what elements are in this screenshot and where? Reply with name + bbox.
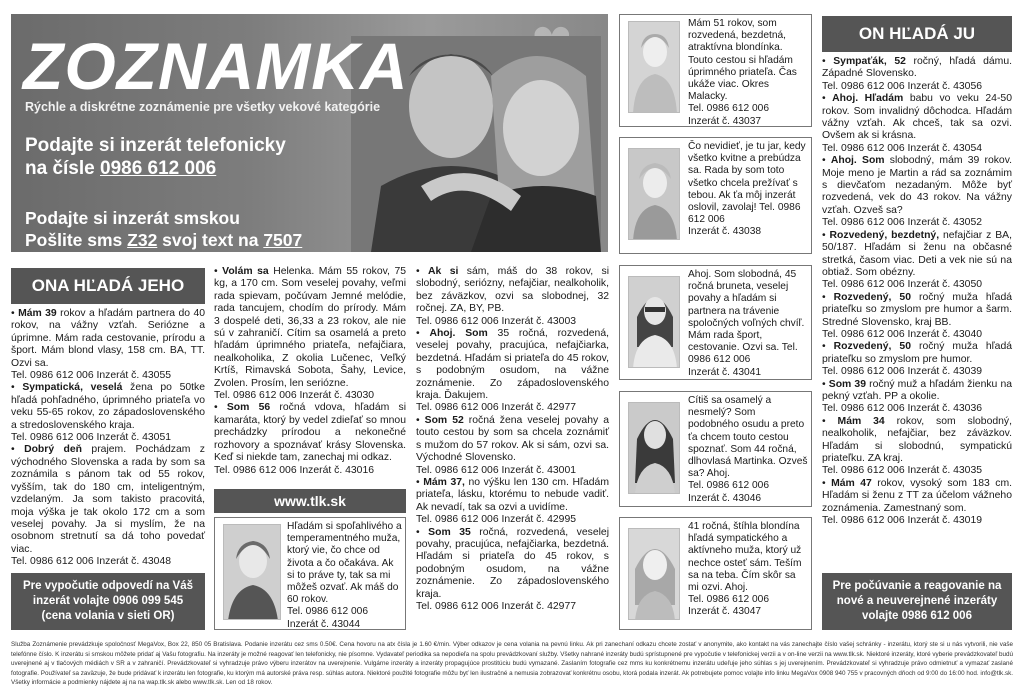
header-ona-hlada-jeho: ONA HĽADÁ JEHO — [11, 268, 205, 304]
ad-id: Inzerát č. 43041 — [688, 366, 762, 378]
ad-text: rokov, som slobodný, nealkoholik, nefajčiar, bez záväzkov. Hľadám si slobodnú, sympatickú priateľku. ZA kraj. — [822, 415, 1013, 464]
photo-ad-text — [688, 395, 808, 505]
ad-meta: Tel. 0986 612 006 Inzerát č. 43030 — [214, 390, 375, 402]
ad-lead: Ahoj. Hľadám — [832, 93, 904, 105]
ad-lead: Som 39 — [828, 378, 866, 390]
ad-text: Cítiš sa osamelý a nesmelý? Som podobného osudu a preto ťa chcem touto cestou spoznať. Som 44 ročná, dlhovlasá Martinka. Ozveš sa? Ahoj. — [688, 395, 808, 480]
ad-text: Čo nevidieť, je tu jar, kedy všetko kvitne a prebúdza sa. Rada by som toto všetko chcela prežívať s tebou. Ak ťa môj inzerát oslovil, zavolaj! Tel. 0986 612 006 — [688, 141, 806, 226]
ad-id: Inzerát č. 43038 — [688, 226, 762, 238]
ad-meta: Tel. 0986 612 006 Inzerát č. 43035 — [822, 465, 983, 477]
ad-item: • Rozvedený, bezdetný, nefajčiar z BA, 50/187. Hľadám si ženu na občasné stretká, časom viac. Deti a vek nie sú na obtiaž. Som obézny. — [822, 229, 1012, 278]
ad-text: 35 ročná, rozvedená, veselej povahy, pracujúca, nefajčiarka, bezdetná. Hľadám si priateľa do 45 rokov, s podobným osudom, na vážne zoznámenie. Zo západoslovenského kraja. Ďakujem. — [416, 328, 610, 402]
ad-text: ročná žena veselej povahy a touto cestou by som sa chcela zoznámiť s mužom do 57 rokov. Ak si sám, ozvi sa. Východné Slovensko. — [416, 414, 609, 464]
phone-line-2 — [25, 158, 216, 180]
ad-text: Ahoj. Som slobodná, 45 ročná bruneta, veselej povahy a hľadám si partnera na trávenie spoločných voľných chvíľ. Mám rada šport, cestovanie. Ozvi sa. Tel. 0986 612 006 — [688, 269, 805, 366]
ad-text: slobodný, mám 39 rokov. Moje meno je Martin a rád sa zoznámim s dievčaťom nezadaným. Môže byť rozvedená, vek do 43 rokov. Na vážny vzťah. Ozveš sa? — [822, 155, 1013, 216]
ad-meta: Tel. 0986 612 006 Inzerát č. 43051 — [11, 432, 172, 444]
ad-item: • Som 39 ročný muž a hľadám žienku na pekný vzťah. PP a okolie. — [822, 378, 1013, 402]
callout-line: inzerát volajte 0906 099 545 — [32, 595, 184, 607]
ad-lead: Som 35 — [428, 526, 471, 538]
sms-number: 7507 — [263, 230, 303, 250]
ad-lead: Rozvedený, bezdetný, — [829, 229, 940, 241]
sms-prefix: Pošlite sms — [25, 230, 128, 250]
ad-meta: Tel. 0986 612 006 Inzerát č. 43048 — [11, 556, 172, 568]
ad-item: • Mám 37, no výšku len 130 cm. Hľadám priateľa, lásku, ktorému to nebude vadiť. Ak nevadí, tak sa ozvi a uvidíme. — [416, 476, 609, 513]
ad-meta: Tel. 0986 612 006 Inzerát č. 43036 — [822, 403, 983, 415]
photo-ad — [619, 517, 812, 630]
ad-id: Inzerát č. 43044 — [287, 618, 361, 630]
ad-text: Mám 51 rokov, som rozvedená, bezdetná, atraktívna blondínka. Touto cestou si hľadám úprimného priateľa. Čas ukáže viac. Okres Malacky. — [688, 18, 797, 103]
photo-ad-text — [688, 521, 808, 619]
ad-lead: Som 52 — [424, 414, 464, 426]
callout-line: volajte 0986 612 006 — [862, 610, 972, 622]
ad-text: sám, máš do 38 rokov, si slobodný, seriózny, nefajčiar, nealkoholik, bez záväzkov, ozvi sa slobodnej, 32 ročnej. ZA, BY, PB. — [416, 266, 609, 315]
ad-item: • Mám 39 rokov a hľadám partnera do 40 rokov, na vážny vzťah. Seriózne a úprimne. Mám rada cestovanie, prírodu a šport. Mám blond vlasy, 158 cm. BA, TT. Ozvi sa. — [11, 308, 206, 369]
ad-meta: Tel. 0986 612 006 Inzerát č. 43001 — [416, 464, 577, 476]
person-photo — [628, 528, 680, 620]
ad-text: rokov, vysoký som 183 cm. Hľadám si ženu z TT za účelom vážneho zoznámenia. Zamestnaný som. — [822, 477, 1012, 514]
ad-lead: Mám 34 — [837, 415, 885, 427]
sms-mid: svoj text na — [157, 230, 264, 250]
ad-lead: Som 56 — [226, 402, 271, 414]
banner — [11, 14, 608, 252]
ad-tel: Tel. 0986 612 006 — [688, 480, 770, 492]
photo-ad — [619, 391, 812, 507]
column-ona-1 — [11, 308, 205, 569]
ad-meta: Tel. 0986 612 006 Inzerát č. 43052 — [822, 217, 983, 229]
ad-text: žena po 50tke hľadá pohľadného, úprimného priateľa vo veku 55-65 rokov, zo západoslovenského a stredoslovenského kraja. — [11, 382, 205, 431]
sms-line-2 — [25, 230, 302, 251]
ad-text: ročný muža hľadá priateľku so zmyslom pre humor. — [822, 341, 1012, 365]
person-photo — [628, 21, 680, 113]
ad-text: Helenka. Mám 55 rokov, 75 kg, a 170 cm. Som veselej povahy, veľmi rada spievam, počúvam Jemné melódie, rada tancujem, chodím do prírody. Mám 3 dospelé deti, 36,33 a 23 rokov, ale nie sú v zahraničí. Cítim sa osamelá a preto hľadám úprimného priateľa, nefajčiara, nealkoholika, Z okolia Lučenec, Veľký Krtíš, Rimavská Sobota, Šahy, Levice, Zvolen. Prosím, len seriózne. — [214, 266, 407, 389]
ad-text: ročná, rozvedená, veselej povahy, pracujúca, nefajčiarka, bezdetná. Hľadám si priateľa do 45 rokov, s podobným osudom, na vážne zoznámenie. Zo západoslovenského kraja. — [416, 526, 609, 600]
ad-item: • Ak si sám, máš do 38 rokov, si slobodný, seriózny, nefajčiar, nealkoholik, bez záväzkov, ozvi sa slobodnej, 32 ročnej. ZA, BY, PB. — [416, 266, 609, 315]
column-on — [822, 56, 1012, 527]
ad-item: • Ahoj. Som 35 ročná, rozvedená, veselej povahy, pracujúca, nefajčiarka, bezdetná. Hľadám si priateľa do 45 rokov, s podobným osudom, na vážne zoznámenie. Zo západoslovenského kraja. Ďakujem. — [416, 328, 610, 402]
ad-text: ročná vdova, hľadám si kamaráta, ktorý by vedel zdieľať so mnou prechádzky prírodou a nekonečné rozhovory a spoznávať krásy Slovenska. Keď si niekde tam, zanechaj mi odkaz. — [214, 402, 406, 464]
ad-meta: Tel. 0986 612 006 Inzerát č. 43050 — [822, 279, 983, 291]
person-photo — [628, 402, 680, 494]
ad-item: • Volám sa Helenka. Mám 55 rokov, 75 kg, a 170 cm. Som veselej povahy, veľmi rada spievam, počúvam Jemné melódie, rada tancujem, chodím do prírody. Mám 3 dospelé deti, 36,33 a 23 rokov, ale nie sú v zahraničí. Cítim sa osamelá a preto hľadám úprimného priateľa, nefajčiara, nealkoholika, Z okolia Lučenec, Veľký Krtíš, Rimavská Sobota, Šahy, Levice, Zvolen. Prosím, len seriózne. — [214, 266, 407, 389]
ad-lead: Volám sa — [222, 266, 269, 277]
ad-item: • Dobrý deň prajem. Pochádzam z východného Slovenska a rada by som sa zoznámila s pánom tak od 55 rokov, vyšším, tak do 180 cm, inteligentným, vzdelaným. Ja som takisto pracovitá, moja výška je tak okolo 172 cm a som veselej povahy. Ja si myslím, že na osobnom stretnutí sa dá toho povedať viac. — [11, 444, 205, 555]
phone-prefix: na čísle — [25, 158, 100, 179]
photo-ad-text — [688, 18, 808, 128]
ad-item: • Rozvedený, 50 ročný muža hľadá priateľku so zmyslom pre humor a šarm. Stredné Slovensko, kraj BB. — [822, 291, 1012, 328]
ad-meta: Tel. 0986 612 006 Inzerát č. 43056 — [822, 80, 983, 92]
callout-odpovede — [11, 573, 205, 630]
ad-id: Inzerát č. 43046 — [688, 492, 762, 504]
ad-id: Inzerát č. 43047 — [688, 606, 762, 618]
ad-item: • Som 35 ročná, rozvedená, veselej povahy, pracujúca, nefajčiarka, bezdetná. Hľadám si priateľa do 45 rokov, s podobným osudom, na vážne zoznámenie. Zo západoslovenského kraja. — [416, 526, 609, 600]
subtitle: Rýchle a diskrétne zoznámenie pre všetky vekové kategórie — [25, 100, 381, 114]
callout-line: Pre vypočutie odpovedí na Váš — [23, 580, 193, 592]
ad-text: 41 ročná, štíhla blondína hľadá sympatického a aktívneho muža, ktorý už nechce osteť sám. Teším sa na teba. Čím skôr sa mi ozvi. Ahoj. — [688, 521, 802, 594]
ad-meta: Tel. 0986 612 006 Inzerát č. 42995 — [416, 514, 577, 526]
ad-lead: Mám 39 — [18, 308, 57, 319]
ad-lead: Sympatická, veselá — [22, 382, 123, 394]
ad-lead: Sympaťák, 52 — [833, 56, 906, 67]
page-title: ZOZNAMKA — [23, 29, 409, 103]
ad-text: babu vo veku 24-50 rokov. Som invalidný dôchodca. Hľadám vážny vzťah. Ak chceš, tak sa ozvi. Ovšem ak si krásna. — [822, 93, 1012, 142]
ad-lead: Rozvedený, 50 — [833, 291, 911, 303]
callout-line: nové a neuverejnené inzeráty — [836, 595, 998, 607]
ad-text: Hľadám si spoľahlivého a temperamentného muža, ktorý vie, čo chce od života a čo očakáva. Ak si to práve ty, tak sa mi môžeš ozvať. Ak máš do 60 rokov. — [287, 521, 402, 606]
ad-text: ročný, hľadá dámu. Západné Slovensko. — [822, 56, 1012, 80]
person-photo — [223, 524, 281, 620]
photo-ad — [619, 137, 812, 254]
person-photo — [628, 148, 680, 240]
website-link[interactable]: www.tlk.sk — [214, 489, 406, 513]
ad-meta: Tel. 0986 612 006 Inzerát č. 43055 — [11, 370, 172, 382]
ad-item: • Rozvedený, 50 ročný muža hľadá priateľku so zmyslom pre humor. — [822, 341, 1012, 365]
ad-meta: Tel. 0986 612 006 Inzerát č. 43040 — [822, 328, 983, 340]
ad-meta: Tel. 0986 612 006 Inzerát č. 43039 — [822, 366, 983, 378]
ad-id: Inzerát č. 43037 — [688, 115, 762, 127]
ad-item: • Sympatická, veselá žena po 50tke hľadá pohľadného, úprimného priateľa vo veku 55-65 rokov, zo západoslovenského a stredoslovenského kraja. — [11, 382, 205, 431]
ad-lead: Dobrý deň — [24, 444, 82, 456]
photo-ad-text — [287, 521, 403, 631]
phone-line-1: Podajte si inzerát telefonicky — [25, 135, 286, 156]
ad-meta: Tel. 0986 612 006 Inzerát č. 42977 — [416, 600, 577, 612]
callout-line: (cena volania v sieti OR) — [41, 610, 175, 622]
ad-tel: Tel. 0986 612 006 — [688, 103, 770, 115]
ad-tel: Tel. 0986 612 006 — [287, 606, 369, 618]
phone-number: 0986 612 006 — [100, 158, 217, 179]
photo-ad — [619, 14, 812, 127]
ad-lead: Ak si — [428, 266, 459, 277]
ad-item: • Ahoj. Som slobodný, mám 39 rokov. Moje meno je Martin a rád sa zoznámim s dievčaťom nezadaným. Môže byť rozvedená, vek do 43 rokov. Na vážny vzťah. Ozveš sa? — [822, 155, 1013, 216]
photo-ad-text — [688, 269, 808, 379]
ad-item: • Sympaťák, 52 ročný, hľadá dámu. Západné Slovensko. — [822, 56, 1012, 80]
photo-ad-text — [688, 141, 808, 239]
photo-ad — [214, 517, 406, 630]
sms-code: Z32 — [127, 230, 158, 250]
ad-text: prajem. Pochádzam z východného Slovenska a rada by som sa zoznámila s pánom tak od 55 rokov, vyšším, tak do 180 cm, inteligentným, vzdelaným. Ja som takisto pracovitá, moja výška je tak okolo 172 cm a som veselej povahy. Ja si myslím, že na osobnom stretnutí sa dá toho povedať viac. — [11, 444, 205, 555]
callout-inzeraty — [822, 573, 1012, 630]
ad-lead: Mám 47 — [831, 477, 872, 489]
person-photo — [628, 276, 680, 368]
ad-lead: Ahoj. Som — [830, 155, 885, 167]
ad-lead: Ahoj. Som — [429, 328, 488, 340]
column-ona-3 — [416, 266, 609, 613]
ad-item: • Som 56 ročná vdova, hľadám si kamaráta, ktorý by vedel zdieľať so mnou prechádzky prírodou a nekonečné rozhovory a spoznávať krásy Slovenska. Keď si niekde tam, zanechaj mi odkaz. — [214, 402, 406, 464]
ad-meta: Tel. 0986 612 006 Inzerát č. 43003 — [416, 315, 577, 327]
ad-lead: Rozvedený, 50 — [833, 341, 911, 353]
ad-text: ročný muža hľadá priateľku so zmyslom pre humor a šarm. Stredné Slovensko, kraj BB. — [822, 291, 1012, 328]
column-ona-2 — [214, 266, 406, 477]
ad-item: • Ahoj. Hľadám babu vo veku 24-50 rokov. Som invalidný dôchodca. Hľadám vážny vzťah. Ak chceš, tak sa ozvi. Ovšem ak si krásna. — [822, 93, 1012, 142]
ad-text: no výšku len 130 cm. Hľadám priateľa, lásku, ktorému to nebude vadiť. Ak nevadí, tak sa ozvi a uvidíme. — [416, 476, 609, 513]
ad-lead: Mám 37, — [423, 476, 465, 488]
ad-meta: Tel. 0986 612 006 Inzerát č. 43016 — [214, 464, 375, 476]
ad-meta: Tel. 0986 612 006 Inzerát č. 43019 — [822, 515, 983, 527]
sms-line-1: Podajte si inzerát smskou — [25, 208, 240, 228]
ad-tel: Tel. 0986 612 006 — [688, 594, 770, 606]
ad-item: • Som 52 ročná žena veselej povahy a touto cestou by som sa chcela zoznámiť s mužom do 57 rokov. Ak si sám, ozvi sa. Východné Slovensko. — [416, 414, 609, 464]
header-on-hlada-ju: ON HĽADÁ JU — [822, 16, 1012, 52]
ad-text: ročný muž a hľadám žienku na pekný vzťah. PP a okolie. — [822, 378, 1013, 402]
ad-text: nefajčiar z BA, 50/187. Hľadám si ženu na občasné stretká, časom viac. Deti a vek nie sú na obtiaž. Som obézny. — [822, 229, 1012, 278]
ad-meta: Tel. 0986 612 006 Inzerát č. 43054 — [822, 142, 983, 154]
ad-item: • Mám 47 rokov, vysoký som 183 cm. Hľadám si ženu z TT za účelom vážneho zoznámenia. Zamestnaný som. — [822, 477, 1012, 514]
callout-line: Pre počúvanie a reagovanie na — [832, 580, 1002, 592]
ad-text: rokov a hľadám partnera do 40 rokov, na vážny vzťah. Seriózne a úprimne. Mám rada cestovanie, prírodu a šport. Mám blond vlasy, 158 cm. BA, TT. Ozvi sa. — [11, 308, 206, 369]
ad-meta: Tel. 0986 612 006 Inzerát č. 42977 — [416, 402, 577, 414]
photo-ad — [619, 265, 812, 380]
legal-footer: Služba Zoznámenie prevádzkuje spoločnosť MegaVox, Box 22, 850 05 Bratislava. Podanie inzerátu cez sms 0.50€. Cena hovoru na atx čísla je 1.60 €/min. Výber odkazov je cena volania na pevnú linku. Ak pri zanechaní odkazu chcete zostať v anonymite, ako kontakt na vás zanechajte číslo vašej schránky - inzerátu, ktorý ste si u nás vytvorili, nie vaše telefónne číslo. K inzerátu si smskou môžete pridať aj Vašu fotografiu. Na inzeráty je možné reagovať len telefonicky, nie písomne. Vydavateľ periodika sa nepodieľa na spolu prevádzkovaní služby. Všetky nahrané inzeráty budú sprístupnené pre vypočutie v telefonickej verzii a v on-line verzii na www.tlk.sk. Niektoré inzeráty, ktoré vyberie prevádzkovateľ budú uverejnené aj v tlačových médiách v SR a v zahraničí. Prevádzkovateľ si vyhradzuje právo výberu inzerátov na uverejnenie. Vulgárne inzeráty a inzeráty propagujúce prostitúciu budú vymazané. Zaslaním fotografie cez mms ku konkrétnemu inzerátu udeľuje jeho súhlas s jej uverejnením. Prevádzkovateľ si vyhradzuje právo odmietnuť a vymazať zaslané fotografie. Používateľ sa zaväzuje, že bude pridávať k inzerátu len fotografie, ku ktorým má autorské práva resp. súhlas autora. Niektoré použité fotografie môžu byť len ilustračné a nemusia zobrazovať konkrétnu osobu, ktorá podala inzerát. Ak potrebujete pomoc volajte info linku MegaVox 0908 940 755 v pracovných dňoch od 9:00 do 16:00 hod. info@tlk.sk. Všetky informácie a podmienky nájdete aj na na wap.tlk.sk alebo www.tlk.sk. Len od 18 rokov. — [11, 641, 1013, 687]
ad-item: • Mám 34 rokov, som slobodný, nealkoholik, nefajčiar, bez záväzkov. Hľadám si slobodnú, sympatickú priateľku. ZA kraj. — [822, 415, 1013, 464]
